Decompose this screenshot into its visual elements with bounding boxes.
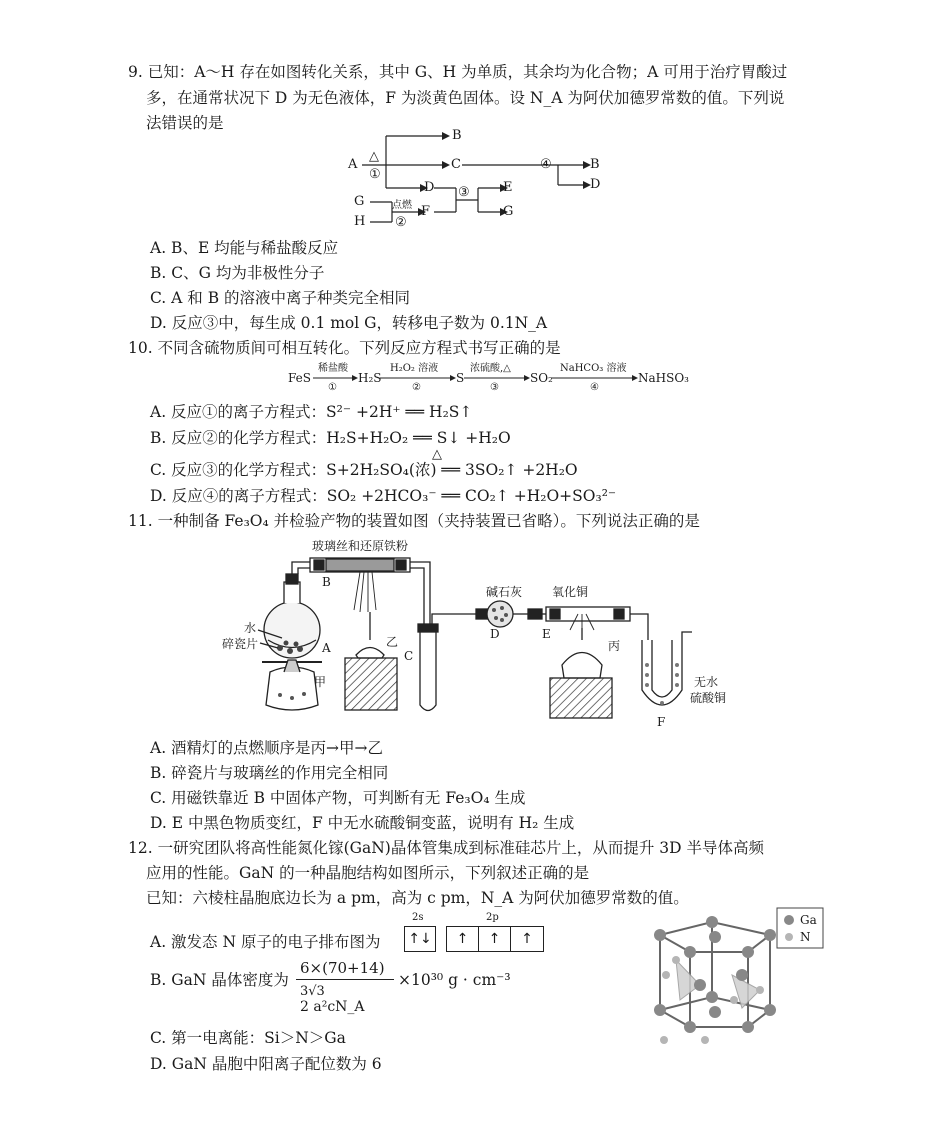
q9-stem-line1: 9. 已知：A～H 存在如图转化关系，其中 G、H 为单质，其余均为化合物；A 可用于治疗胃酸过 bbox=[128, 63, 788, 81]
q11-label-a: A bbox=[322, 641, 331, 655]
q9-option-c: C. A 和 B 的溶液中离子种类完全相同 bbox=[150, 289, 411, 307]
q10-step-1: ① bbox=[328, 382, 337, 393]
q12-stem-line1: 12. 一研究团队将高性能氮化镓(GaN)晶体管集成到标准硅芯片上，从而提升 3D 半导体高频 bbox=[128, 839, 765, 857]
q9-option-b: B. C、G 均为非极性分子 bbox=[150, 264, 325, 282]
q11-label-b: B bbox=[322, 575, 331, 589]
q11-option-a: A. 酒精灯的点燃顺序是丙→甲→乙 bbox=[150, 739, 384, 757]
q12-option-b-suffix: ×10³⁰ g · cm⁻³ bbox=[398, 971, 511, 989]
q12-orbital-2s-label: 2s bbox=[412, 912, 424, 923]
q9-node-b: B bbox=[452, 128, 462, 143]
q10-fes: FeS bbox=[288, 371, 311, 385]
q11-label-chips: 碎瓷片 bbox=[222, 637, 259, 651]
q11-label-e: E bbox=[542, 627, 551, 641]
q9-reaction-4: ④ bbox=[540, 157, 552, 172]
q10-so2: SO₂ bbox=[530, 371, 553, 385]
q11-option-c: C. 用磁铁靠近 B 中固体产物，可判断有无 Fe₃O₄ 生成 bbox=[150, 789, 526, 807]
q9-reaction-1: ① bbox=[369, 167, 381, 182]
q10-option-a: A. 反应①的离子方程式：S²⁻ +2H⁺ ══ H₂S↑ bbox=[150, 403, 473, 421]
q11-label-soda-lime: 碱石灰 bbox=[486, 585, 523, 599]
q11-label-lamp-bing: 丙 bbox=[608, 639, 621, 653]
q10-h2s: H₂S bbox=[358, 371, 382, 385]
q11-label-f: F bbox=[657, 715, 666, 729]
q9-node-b2: B bbox=[590, 157, 600, 172]
q11-label-anhydrous-2: 硫酸铜 bbox=[690, 691, 727, 705]
q11-label-glass-wool: 玻璃丝和还原铁粉 bbox=[312, 539, 409, 553]
q12-orbital-2p-label: 2p bbox=[486, 912, 499, 923]
q10-option-c-heat: △ bbox=[432, 447, 442, 462]
q12-stem-line2: 应用的性能。GaN 的一种晶胞结构如图所示，下列叙述正确的是 bbox=[146, 864, 590, 882]
q9-node-d2: D bbox=[590, 177, 601, 192]
q9-reaction-2: ② bbox=[395, 215, 407, 230]
q9-node-f: F bbox=[421, 204, 431, 219]
q9-ignite-label: 点燃 bbox=[392, 200, 412, 211]
q11-stem: 11. 一种制备 Fe₃O₄ 并检验产物的装置如图（夹持装置已省略）。下列说法正确的是 bbox=[128, 512, 700, 530]
q11-label-lamp-yi: 乙 bbox=[386, 635, 399, 649]
q9-heat-mark: △ bbox=[369, 149, 379, 164]
q11-label-anhydrous-1: 无水 bbox=[694, 675, 719, 689]
q10-stem: 10. 不同含硫物质间可相互转化。下列反应方程式书写正确的是 bbox=[128, 339, 561, 357]
q9-node-g2: G bbox=[503, 204, 514, 219]
q12-density-numerator: 6×(70+14) bbox=[300, 959, 385, 977]
q11-label-lamp-jia: 甲 bbox=[314, 675, 327, 689]
q9-reaction-3: ③ bbox=[458, 185, 470, 200]
q10-option-c: C. 反应③的化学方程式：S+2H₂SO₄(浓) ══ 3SO₂↑ +2H₂O bbox=[150, 461, 578, 479]
q11-option-d: D. E 中黑色物质变红，F 中无水硫酸铜变蓝，说明有 H₂ 生成 bbox=[150, 814, 575, 832]
q10-step-3: ③ bbox=[490, 382, 499, 393]
q10-step-2: ② bbox=[412, 382, 421, 393]
q10-cond-3: 浓硫酸,△ bbox=[470, 363, 511, 374]
q12-legend-ga: Ga bbox=[800, 913, 817, 927]
q9-option-d: D. 反应③中，每生成 0.1 mol G，转移电子数为 0.1N_A bbox=[150, 314, 548, 332]
q9-stem-line3: 法错误的是 bbox=[146, 114, 224, 132]
q10-cond-2: H₂O₂ 溶液 bbox=[390, 363, 439, 374]
q9-node-g: G bbox=[354, 194, 365, 209]
q9-node-c: C bbox=[451, 157, 461, 172]
q10-s: S bbox=[456, 371, 465, 385]
q9-stem-line2: 多，在通常状况下 D 为无色液体，F 为淡黄色固体。设 N_A 为阿伏加德罗常数的值。下列说 bbox=[146, 89, 785, 107]
q12-option-b-prefix: B. GaN 晶体密度为 bbox=[150, 971, 289, 989]
q12-option-d: D. GaN 晶胞中阳离子配位数为 6 bbox=[150, 1055, 382, 1073]
q12-option-a: A. 激发态 N 原子的电子排布图为 bbox=[150, 933, 381, 951]
q12-orbital-2p-cell-3: ↑ bbox=[521, 931, 533, 947]
q11-label-c: C bbox=[404, 649, 414, 663]
q10-cond-4: NaHCO₃ 溶液 bbox=[560, 363, 627, 374]
q10-option-d: D. 反应④的离子方程式：SO₂ +2HCO₃⁻ ══ CO₂↑ +H₂O+SO₃²⁻ bbox=[150, 487, 617, 505]
q12-stem-line3: 已知：六棱柱晶胞底边长为 a pm，高为 c pm，N_A 为阿伏加德罗常数的值。 bbox=[146, 889, 689, 907]
q11-label-water: 水 bbox=[244, 621, 257, 635]
q12-legend-n: N bbox=[800, 930, 811, 944]
q12-orbital-2p-cell-1: ↑ bbox=[447, 927, 479, 951]
q10-cond-1: 稀盐酸 bbox=[318, 363, 348, 374]
q12-density-denominator-root: 3√3 bbox=[300, 984, 325, 999]
q12-orbital-2p-cell-2: ↑ bbox=[479, 927, 511, 951]
q11-label-d: D bbox=[490, 627, 500, 641]
q12-density-denominator: 2 a²cN_A bbox=[300, 999, 365, 1015]
q12-orbital-2s-cell: ↑↓ bbox=[408, 931, 432, 947]
q10-nahso3: NaHSO₃ bbox=[638, 371, 689, 385]
q11-option-b: B. 碎瓷片与玻璃丝的作用完全相同 bbox=[150, 764, 389, 782]
q10-option-b: B. 反应②的化学方程式：H₂S+H₂O₂ ══ S↓ +H₂O bbox=[150, 429, 511, 447]
q9-node-d: D bbox=[424, 180, 435, 195]
q9-node-h: H bbox=[354, 214, 366, 229]
q11-label-copper-oxide: 氧化铜 bbox=[552, 585, 589, 599]
q12-option-c: C. 第一电离能：Si＞N＞Ga bbox=[150, 1029, 346, 1047]
q9-option-a: A. B、E 均能与稀盐酸反应 bbox=[150, 239, 339, 257]
q9-node-e: E bbox=[503, 180, 513, 195]
q10-step-4: ④ bbox=[590, 382, 599, 393]
q9-node-a: A bbox=[348, 157, 358, 172]
